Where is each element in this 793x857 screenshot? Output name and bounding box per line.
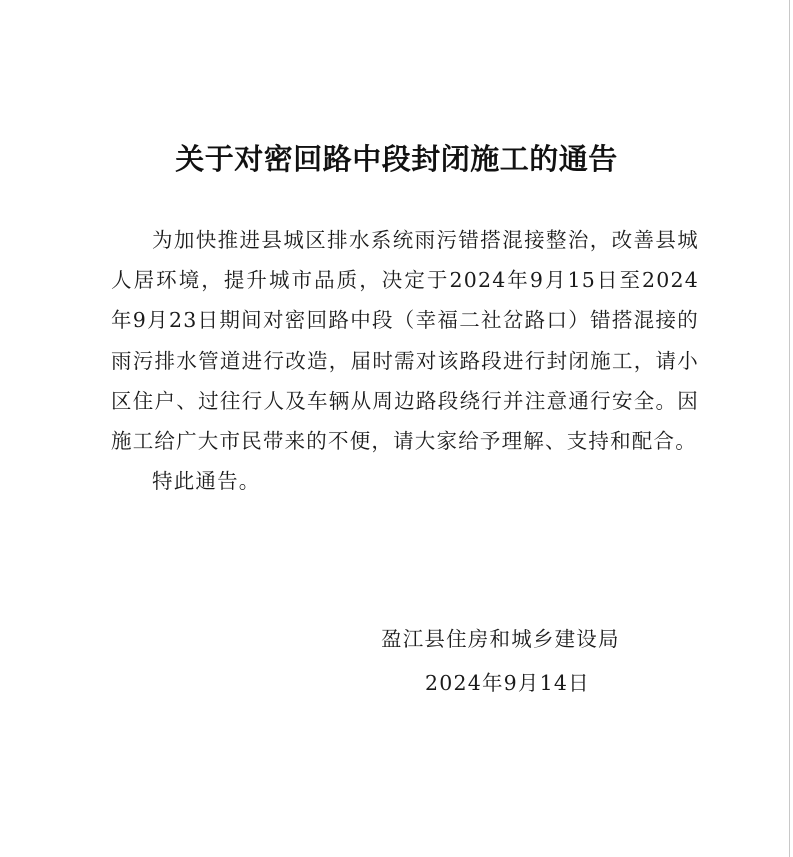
notice-body (111, 220, 699, 501)
issue-date: 2024年9月14日 (425, 671, 590, 695)
issuer-name: 盈江县住房和城乡建设局 (381, 627, 620, 651)
notice-title: 关于对密回路中段封闭施工的通告 (175, 142, 618, 176)
notice-paragraph-closing: 特此通告。 (152, 469, 261, 494)
page-edge-line (789, 0, 790, 857)
notice-paragraph-main: 为加快推进县城区排水系统雨污错搭混接整治，改善县城人居环境，提升城市品质，决定于2024年9月15日至2024年9月23日期间对密回路中段（幸福二社岔路口）错搭混接的雨污排水管道进行改造，届时需对该路段进行封闭施工，请小区住户、过往行人及车辆从周边路段绕行并注意通行安全。因施工给广大市民带来的不便，请大家给予理解、支持和配合。 (111, 228, 699, 454)
